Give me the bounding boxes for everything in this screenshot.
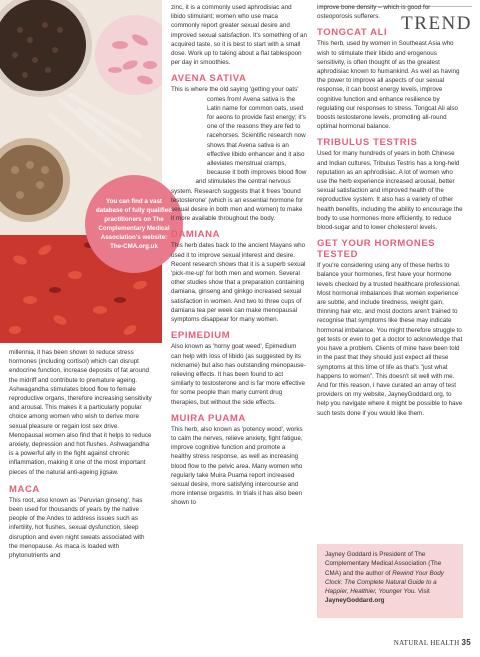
paragraph: zinc, it is a commonly used aphrodisiac and libido stimulant; women who use maca commonly report greater sexual desire and improved sexual satisfaction. It's something of an acquired taste, so it is best to start with a small dose. Work up to taking about a flat tablespoon per day in smoothies. [171, 4, 307, 67]
heading-get-hormones-tested: GET YOUR HORMONES TESTED [317, 238, 436, 261]
paragraph: This root, also known as 'Peruvian ginseng', has been used for thousands of years by the native people of the Andes to address issues such as infertility, hot flushes, sexual dysfunction, sleep disruption and even night sweats associated with the menopause. As maca is loaded with phytonutrients and [9, 496, 145, 560]
section-title: TREND [401, 13, 472, 34]
column-1 [9, 348, 154, 560]
column-2 [171, 3, 307, 508]
heading-tongcat-ali: TONGCAT ALI [317, 27, 388, 39]
info-circle-text: You can find a vast database of fully qualified practitioners on The Complementary Medical Association's website: The-CMA.org.uk [96, 198, 172, 250]
paragraph: Used for many hundreds of years in both Chinese and Indian cultures, Tribulus Testris has a long-held reputation as an aphrodisiac. A lot of women who use the herb experience increased arousal, better sexual satisfaction and improved health of the reproductive system. It also has a variety of other health benefits, including the ability to encourage the body to use hormones more efficiently, to reduce blood-sugar and to lower cholesterol levels. [317, 150, 463, 232]
website-link[interactable]: JayneyGoddard.org [325, 597, 385, 605]
book-title: Rewind Your Body Clock: The Complete Natural Guide to a Happier, Healthier, Younger You. [325, 569, 444, 596]
page-number: 35 [461, 638, 471, 647]
paragraph: This is where the old saying 'getting your oats' comes from! Avena sativa is the Latin name for common oats, used for aeons to provide fast energy; it's one of the reasons they are fed to racehorses. Scientific research now shows that Avena sativa is an effective libido enhancer and it also alleviates menstrual cramps, because it both improves blood flow and stimulates the central nervous system. Research suggests that it frees 'bound testosterone' (which is an essential hormone for sexual desire in both men and women) to make it more available throughout the body. [171, 86, 307, 223]
magazine-name: NATURAL HEALTH [393, 639, 460, 647]
paragraph: millennia, it has been shown to reduce stress hormones (including cortisol) which can disrupt endocrine function, increase deposits of fat around the midriff and contribute to premature ageing. Ashwagandha stimulates blood flow to female reproductive organs, therefore increasing sensitivity and arousal. This makes it a particularly popular choice among women who wish to derive more sexual pleasure or regain lost sex drive. Menopausal women also find that it helps to reduce anxiety, depression and hot flushes. Ashwagandha is a powerful ally in the fight against chronic inflammation, making it one of the most important pieces of the natural anti-ageing jigsaw. [9, 349, 152, 476]
page-footer [394, 638, 471, 647]
paragraph: improve bone density – which is good for osteoporosis sufferers. [317, 4, 431, 21]
paragraph: If you're considering using any of these herbs to balance your hormones, first have your hormone levels checked by a trusted healthcare professional. Most hormonal imbalances that women experience are subtle, and include tiredness, weight gain, thinning hair etc, and most doctors aren't trained to recognise that symptoms like these may indicate hormonal imbalance. You might therefore struggle to get tests or even to get a doctor to acknowledge that you have a problem. Clients of mine have been told in the past that they should just expect all these symptoms at this time of life as that's "just what happens to women". This doesn't sit well with me. And for this reason, I have curated an array of test providers on my website, JayneyGoddard.org, to help you navigate where it might be possible to have such tests done if you would like them. [317, 262, 463, 417]
heading-maca: MACA [9, 483, 40, 495]
paragraph: Also known as 'horny goat weed', Epimedium can help with loss of libido (as suggested by its nickname) but also has outstanding menopause-relieving effects. It has been found to act similarly to testosterone and is far more effective for some people than many current drug therapies, but without the side effects. [171, 343, 306, 406]
paragraph: This herb dates back to the ancient Mayans who used it to improve sexual interest and desire. Recent research shows that it is a superb sexual 'pick-me-up' for both men and women. Several other studies show that a preparation containing damiana, ginseng and ginkgo increased sexual satisfaction in women. And two to three cups of damiana tea per week can make menopausal symptoms disappear for many women. [171, 242, 306, 324]
heading-tribulus-testris: TRIBULUS TESTRIS [317, 137, 418, 149]
herbs-photo [0, 0, 162, 343]
info-circle [85, 175, 183, 273]
author-bio-box [317, 544, 463, 618]
paragraph: This herb, also known as 'potency wood', works to calm the nerves, relieve anxiety, fight fatigue, improve cognitive function and promote a healthy stress response, as well as increasing blood flow to the pelvic area. Many women who regularly take Muira Puama report increased sexual desire, more satisfying intercourse and more intense orgasms. In trials it has also been shown to [171, 425, 303, 507]
bio-text: Jayney Goddard is President of The Complementary Medical Association (The CMA) and the author of [325, 551, 442, 577]
heading-avena-sativa: AVENA SATIVA [171, 73, 247, 85]
heading-muira-puama: MUIRA PUAMA [171, 412, 246, 424]
bio-visit: Visit [416, 588, 430, 596]
heading-epimedium: EPIMEDIUM [171, 330, 231, 342]
column-3 [317, 3, 464, 418]
paragraph: This herb, used by women in Southeast Asia who wish to stimulate their libido and erogenous sensitivity, is often thought of as the greatest aphrodisiac known to humankind. As well as having the power to improve all aspects of our sexual response, it can boost energy levels, improve cognitive function and enhance resilience by regulating our responses to stress. Tongcat Ali also boosts testosterone levels, promoting all-round optimal hormonal balance. [317, 40, 460, 131]
heading-damiana: DAMIANA [171, 229, 221, 241]
